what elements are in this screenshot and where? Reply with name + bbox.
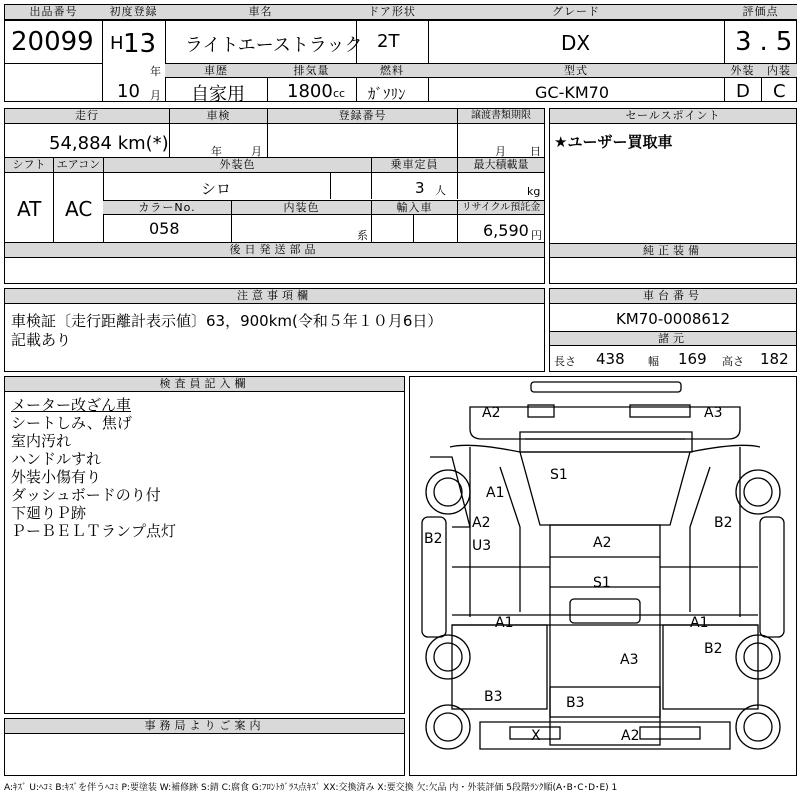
recycle-value: 6,590 xyxy=(483,221,529,240)
inspector-line: ダッシュボードのり付 xyxy=(11,486,161,504)
inspector-line: シートしみ、焦げ xyxy=(11,414,132,432)
chassis-number: KM70-0008612 xyxy=(615,310,731,328)
recycle-label: リサイクル預託金 xyxy=(457,200,544,215)
vehicle-diagram-svg xyxy=(410,377,796,775)
notes-label: 注意事項欄 xyxy=(5,289,544,304)
inspector-section xyxy=(4,376,405,714)
front-bar xyxy=(531,382,681,392)
lot-number: 20099 xyxy=(11,27,94,57)
spare-left xyxy=(426,705,470,749)
reg-month: 10 xyxy=(117,81,140,102)
transfer-label: 譲渡書類期限 xyxy=(457,109,544,124)
rear-window xyxy=(570,599,640,623)
door-type: 2T xyxy=(377,31,400,52)
history-value: 自家用 xyxy=(191,84,245,105)
exterior-color-label: 外装色 xyxy=(103,158,371,173)
aircon-label: エアコン xyxy=(53,158,103,173)
mark-a2-left: A2 xyxy=(472,515,491,531)
shift-value: AT xyxy=(17,197,42,221)
mark-a1-sill-right: A1 xyxy=(690,615,709,631)
int-label: 内装 xyxy=(761,63,797,78)
length-value: 438 xyxy=(596,350,625,368)
mileage-label: 走行 xyxy=(5,109,169,124)
mark-b3-bumper: B3 xyxy=(566,695,585,711)
grade: DX xyxy=(561,31,591,55)
header-section xyxy=(4,4,800,105)
wheel-front-right-inner xyxy=(744,478,772,506)
fuel-value: ｶﾞｿﾘﾝ xyxy=(368,85,406,103)
mark-a2-front-left: A2 xyxy=(482,405,501,421)
mark-b2-right-rear: B2 xyxy=(704,641,723,657)
rear-plate-right xyxy=(640,727,700,739)
width-label: 幅 xyxy=(648,355,659,368)
shift-label: シフト xyxy=(5,158,53,173)
transfer-day-unit: 日 xyxy=(530,145,541,158)
mark-a3-bed: A3 xyxy=(620,652,639,668)
inspector-lines xyxy=(11,396,176,540)
mark-b2-left-edge: B2 xyxy=(424,531,443,547)
inspector-label: 検査員記入欄 xyxy=(5,377,404,392)
inspector-line: ＰーＢＥＬＴランプ点灯 xyxy=(11,522,177,540)
cab-top xyxy=(520,432,692,452)
center-body xyxy=(550,525,660,745)
inspection-year-unit: 年 xyxy=(211,145,222,158)
wheel-front-right xyxy=(736,470,780,514)
seats-unit: 人 xyxy=(435,184,446,197)
lot-label: 出品番号 xyxy=(5,5,102,20)
office-section xyxy=(4,718,405,776)
model-value: GC-KM70 xyxy=(535,83,609,102)
inspector-line: 外装小傷有り xyxy=(11,468,102,486)
registration-label: 登録番号 xyxy=(267,109,457,124)
chassis-section xyxy=(549,288,797,372)
displacement-unit: cc xyxy=(333,87,346,100)
wheel-rear-left-inner xyxy=(434,643,462,671)
notes-section xyxy=(4,288,545,372)
mileage-value: 54,884 km(*) xyxy=(49,133,169,154)
length-label: 長さ xyxy=(554,355,576,368)
transfer-month-unit: 月 xyxy=(495,145,506,158)
inspection-month-unit: 月 xyxy=(251,145,262,158)
later-parts-label: 後日発送部品 xyxy=(5,243,544,258)
load-label: 最大積載量 xyxy=(457,158,544,173)
office-label: 事務局よりご案内 xyxy=(5,719,404,734)
spare-left-inner xyxy=(434,713,462,741)
wheel-rear-left xyxy=(426,635,470,679)
interior-grade: C xyxy=(773,81,786,102)
mark-a3-front-right: A3 xyxy=(704,405,723,421)
mark-a1-left: A1 xyxy=(486,485,505,501)
vehicle-info-section xyxy=(4,108,545,284)
height-value: 182 xyxy=(760,350,789,368)
sales-point-section xyxy=(549,108,797,284)
wheel-front-left-inner xyxy=(434,478,462,506)
load-unit: kg xyxy=(527,185,541,198)
mark-u3-left: U3 xyxy=(472,538,492,554)
model-label: 型式 xyxy=(428,63,724,78)
history-label: 車歴 xyxy=(165,63,267,78)
chassis-label: 車台番号 xyxy=(550,289,796,304)
legend: A:ｷｽﾞ U:ﾍｺﾐ B:ｷｽﾞを伴うﾍｺﾐ P:要塗装 W:補修跡 S:錆 C:腐食 G:ﾌﾛﾝﾄｶﾞﾗｽ点ｷｽﾞ XX:交換済み X:要交換 欠:欠品 内・外装評価 5段階ﾗﾝｸ順(A･B･C･D･E) 1 xyxy=(4,783,618,793)
front-bumper xyxy=(470,407,740,439)
color-no-value: 058 xyxy=(149,219,180,238)
grade-label: グレード xyxy=(428,5,724,20)
mark-a2-center: A2 xyxy=(593,535,612,551)
wheel-front-left xyxy=(426,470,470,514)
inspector-line: 下廻りＰ跡 xyxy=(11,504,87,522)
notes-line-1: 車検証〔走行距離計表示値〕63，900km(令和５年１０月6日） xyxy=(11,312,443,330)
ext-label: 外装 xyxy=(724,63,761,78)
inspector-line: メーター改ざん車 xyxy=(11,396,132,414)
right-bed xyxy=(663,625,758,709)
score: 3.5 xyxy=(735,27,800,57)
door-label: ドア形状 xyxy=(356,5,428,20)
interior-color-unit: 系 xyxy=(357,229,368,242)
right-side-panel xyxy=(760,517,784,637)
fuel-label: 燃料 xyxy=(356,63,428,78)
displacement-value: 1800 xyxy=(287,81,333,102)
mark-a1-sill-left: A1 xyxy=(495,615,514,631)
car-name: ライトエーストラック xyxy=(185,35,363,56)
sales-point-text: ★ユーザー買取車 xyxy=(554,133,673,151)
inspection-label: 車検 xyxy=(169,109,267,124)
first-reg-label: 初度登録 xyxy=(102,5,165,20)
car-name-label: 車名 xyxy=(165,5,356,20)
aircon-value: AC xyxy=(65,197,93,221)
width-value: 169 xyxy=(678,350,707,368)
mark-s1-roof: S1 xyxy=(550,467,568,483)
inspector-line: ハンドルすれ xyxy=(11,450,102,468)
exterior-color-value: シロ xyxy=(201,180,232,198)
mark-s1-center: S1 xyxy=(593,575,611,591)
damage-diagram xyxy=(409,376,797,776)
color-no-label: カラーNo. xyxy=(103,200,231,215)
spare-right xyxy=(736,705,780,749)
sales-point-label: セールスポイント xyxy=(550,109,796,124)
reg-year: 13 xyxy=(123,29,157,59)
right-front-fender xyxy=(690,445,760,452)
score-label: 評価点 xyxy=(724,5,797,20)
era: H xyxy=(110,33,124,54)
recycle-unit: 円 xyxy=(531,229,542,242)
seats-value: 3 xyxy=(415,179,425,197)
dims-label: 諸元 xyxy=(550,331,796,346)
spare-right-inner xyxy=(744,713,772,741)
month-unit: 月 xyxy=(150,89,161,102)
right-inner xyxy=(690,467,710,612)
mark-b3-left-rear: B3 xyxy=(484,689,503,705)
notes-line-2: 記載あり xyxy=(11,331,72,349)
exterior-grade: D xyxy=(736,81,750,102)
roof xyxy=(520,452,690,525)
inspector-line: 室内汚れ xyxy=(11,432,72,450)
displacement-label: 排気量 xyxy=(267,63,356,78)
interior-color-label: 内装色 xyxy=(231,200,371,215)
left-front-fender xyxy=(450,445,520,452)
height-label: 高さ xyxy=(722,355,744,368)
mark-b2-right: B2 xyxy=(714,515,733,531)
year-unit: 年 xyxy=(150,65,161,78)
mark-a2-rear: A2 xyxy=(621,728,640,744)
import-label: 輸入車 xyxy=(371,200,457,215)
seats-label: 乗車定員 xyxy=(371,158,457,173)
mark-x-rear: X xyxy=(531,728,541,744)
genuine-equipment-label: 純正装備 xyxy=(550,243,796,258)
